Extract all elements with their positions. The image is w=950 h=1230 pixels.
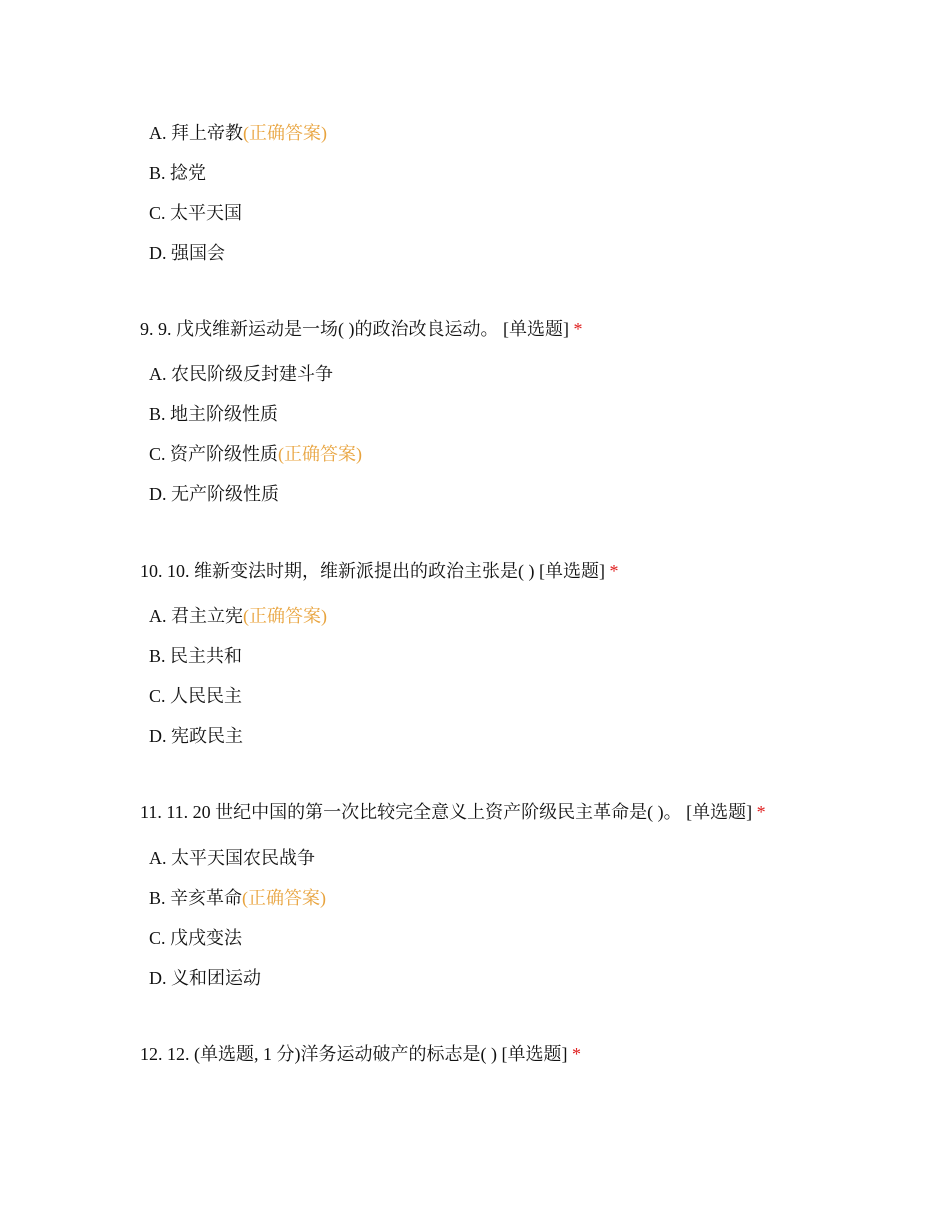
question-10-title	[140, 559, 618, 583]
q8-option-b	[149, 161, 206, 185]
required-asterisk: *	[756, 802, 766, 822]
question-11-title	[140, 800, 766, 824]
option-text: B. 地主阶级性质	[149, 404, 279, 424]
required-asterisk: *	[573, 319, 583, 339]
q11-option-d	[149, 966, 261, 990]
option-text: C. 人民民主	[149, 686, 243, 706]
question-text: 10. 10. 维新变法时期，维新派提出的政治主张是( ) [单选题]	[140, 561, 605, 581]
option-text: A. 拜上帝教	[149, 123, 243, 143]
question-text: 11. 11. 20 世纪中国的第一次比较完全意义上资产阶级民主革命是( )。 [单选题]	[140, 802, 753, 822]
option-text: A. 农民阶级反封建斗争	[149, 364, 333, 384]
q11-option-a	[149, 846, 315, 870]
option-text: D. 强国会	[149, 243, 225, 263]
required-asterisk: *	[609, 561, 619, 581]
option-text: C. 太平天国	[149, 203, 243, 223]
q10-option-b	[149, 644, 242, 668]
question-text: 12. 12. (单选题, 1 分)洋务运动破产的标志是( ) [单选题]	[140, 1044, 568, 1064]
correct-answer-label: (正确答案)	[243, 123, 327, 143]
q9-option-b	[149, 402, 278, 426]
option-text: C. 资产阶级性质	[149, 444, 279, 464]
q8-option-c	[149, 201, 242, 225]
q10-option-c	[149, 684, 242, 708]
question-9-title	[140, 317, 582, 341]
q9-option-a	[149, 362, 333, 386]
option-text: A. 太平天国农民战争	[149, 848, 315, 868]
q9-option-d	[149, 482, 279, 506]
option-text: B. 捻党	[149, 163, 207, 183]
option-text: C. 戊戌变法	[149, 928, 243, 948]
question-12-title	[140, 1042, 581, 1066]
correct-answer-label: (正确答案)	[242, 888, 327, 908]
question-text: 9. 9. 戊戌维新运动是一场( )的政治改良运动。 [单选题]	[140, 319, 569, 339]
q8-option-d	[149, 241, 225, 265]
q10-option-a	[149, 604, 327, 628]
correct-answer-label: (正确答案)	[243, 606, 327, 626]
correct-answer-label: (正确答案)	[278, 444, 363, 464]
option-text: D. 宪政民主	[149, 726, 243, 746]
option-text: B. 民主共和	[149, 646, 243, 666]
q8-option-a	[149, 121, 327, 145]
q9-option-c	[149, 442, 362, 466]
option-text: D. 无产阶级性质	[149, 484, 279, 504]
q11-option-c	[149, 926, 242, 950]
q11-option-b	[149, 886, 326, 910]
required-asterisk: *	[571, 1044, 581, 1064]
option-text: A. 君主立宪	[149, 606, 243, 626]
option-text: B. 辛亥革命	[149, 888, 243, 908]
q10-option-d	[149, 724, 243, 748]
option-text: D. 义和团运动	[149, 968, 261, 988]
